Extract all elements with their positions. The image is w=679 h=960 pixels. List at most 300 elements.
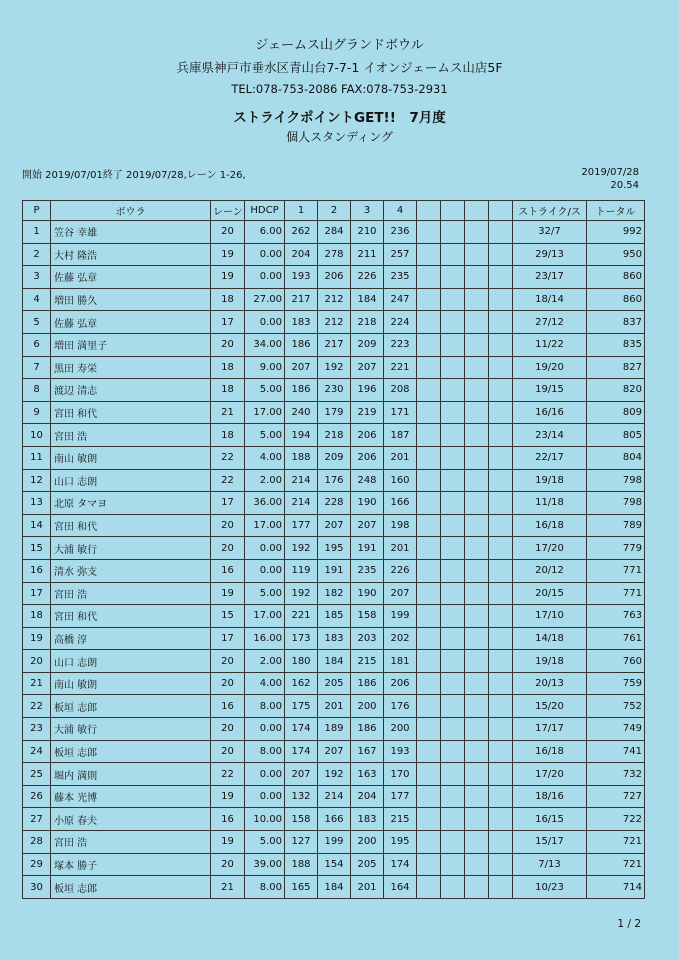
empty-cell [489,492,513,515]
col-header-empty [441,201,465,221]
bowler-name-cell: 黒田 寿栄 [51,356,211,379]
game4-cell: 224 [384,311,417,334]
empty-cell [441,785,465,808]
bowler-name-cell: 佐藤 弘章 [51,266,211,289]
lane-cell: 22 [211,446,245,469]
empty-cell [417,446,441,469]
col-header-game4: 4 [384,201,417,221]
empty-cell [417,469,441,492]
game1-cell: 214 [285,492,318,515]
bowler-name-cell: 笠谷 幸雄 [51,221,211,244]
game3-cell: 191 [351,537,384,560]
empty-cell [441,424,465,447]
empty-cell [465,650,489,673]
bowler-name-cell: 宮田 浩 [51,424,211,447]
lane-cell: 20 [211,221,245,244]
lane-cell: 22 [211,763,245,786]
bowler-name-cell: 藤本 光博 [51,785,211,808]
lane-cell: 18 [211,356,245,379]
table-row [23,718,645,741]
center-name: ジェームス山グランドボウル [255,38,424,53]
bowler-name-cell: 宮田 和代 [51,401,211,424]
empty-cell [417,763,441,786]
table-row [23,401,645,424]
game1-cell: 158 [285,808,318,831]
col-header-game3: 3 [351,201,384,221]
empty-cell [489,627,513,650]
game2-cell: 199 [318,831,351,854]
empty-cell [465,221,489,244]
strikes-cell: 29/13 [513,243,587,266]
strikes-cell: 14/18 [513,627,587,650]
empty-cell [489,469,513,492]
print-date: 2019/07/28 [581,167,639,178]
position-cell: 30 [23,876,51,899]
position-cell: 7 [23,356,51,379]
hdcp-cell: 9.00 [245,356,285,379]
hdcp-cell: 4.00 [245,446,285,469]
game3-cell: 207 [351,356,384,379]
strikes-cell: 16/18 [513,514,587,537]
total-cell: 798 [587,492,645,515]
game3-cell: 206 [351,446,384,469]
strikes-cell: 17/20 [513,537,587,560]
game1-cell: 207 [285,356,318,379]
hdcp-cell: 27.00 [245,288,285,311]
game2-cell: 230 [318,379,351,402]
table-row [23,763,645,786]
empty-cell [417,243,441,266]
empty-cell [417,605,441,628]
strikes-cell: 23/17 [513,266,587,289]
game1-cell: 240 [285,401,318,424]
game2-cell: 218 [318,424,351,447]
game4-cell: 170 [384,763,417,786]
lane-cell: 19 [211,266,245,289]
game1-cell: 217 [285,288,318,311]
total-cell: 835 [587,333,645,356]
game4-cell: 208 [384,379,417,402]
table-row [23,333,645,356]
empty-cell [417,537,441,560]
table-row [23,605,645,628]
game2-cell: 189 [318,718,351,741]
game2-cell: 154 [318,853,351,876]
game1-cell: 183 [285,311,318,334]
empty-cell [465,401,489,424]
lane-cell: 20 [211,333,245,356]
game2-cell: 212 [318,311,351,334]
lane-cell: 18 [211,424,245,447]
game2-cell: 192 [318,356,351,379]
hdcp-cell: 0.00 [245,537,285,560]
empty-cell [489,514,513,537]
total-cell: 759 [587,672,645,695]
lane-cell: 20 [211,740,245,763]
table-row [23,627,645,650]
hdcp-cell: 39.00 [245,853,285,876]
game4-cell: 171 [384,401,417,424]
game3-cell: 215 [351,650,384,673]
table-row [23,831,645,854]
bowler-name-cell: 小原 春夫 [51,808,211,831]
empty-cell [489,401,513,424]
game2-cell: 284 [318,221,351,244]
bowler-name-cell: 渡辺 清志 [51,379,211,402]
game1-cell: 221 [285,605,318,628]
empty-cell [465,469,489,492]
table-row [23,876,645,899]
empty-cell [441,763,465,786]
game1-cell: 262 [285,221,318,244]
position-cell: 6 [23,333,51,356]
empty-cell [465,831,489,854]
table-row [23,266,645,289]
lane-cell: 18 [211,288,245,311]
game1-cell: 186 [285,379,318,402]
game4-cell: 215 [384,808,417,831]
game1-cell: 173 [285,627,318,650]
empty-cell [489,763,513,786]
empty-cell [441,469,465,492]
bowler-name-cell: 板垣 志郎 [51,740,211,763]
table-row [23,492,645,515]
empty-cell [489,379,513,402]
empty-cell [417,333,441,356]
position-cell: 18 [23,605,51,628]
bowler-name-cell: 宮田 和代 [51,605,211,628]
table-row [23,243,645,266]
strikes-cell: 20/12 [513,559,587,582]
empty-cell [417,808,441,831]
hdcp-cell: 0.00 [245,559,285,582]
empty-cell [441,627,465,650]
empty-cell [441,853,465,876]
strikes-cell: 20/13 [513,672,587,695]
bowler-name-cell: 南山 敏朗 [51,672,211,695]
empty-cell [465,356,489,379]
strikes-cell: 17/17 [513,718,587,741]
lane-cell: 21 [211,876,245,899]
strikes-cell: 20/15 [513,582,587,605]
total-cell: 721 [587,831,645,854]
empty-cell [465,605,489,628]
position-cell: 5 [23,311,51,334]
hdcp-cell: 34.00 [245,333,285,356]
lane-cell: 16 [211,695,245,718]
empty-cell [441,695,465,718]
strikes-cell: 10/23 [513,876,587,899]
position-cell: 4 [23,288,51,311]
empty-cell [465,672,489,695]
lane-cell: 17 [211,311,245,334]
event-title: ストライクポイントGET!! 7月度 [233,110,446,126]
strikes-cell: 17/20 [513,763,587,786]
total-cell: 722 [587,808,645,831]
strikes-cell: 19/18 [513,469,587,492]
empty-cell [489,853,513,876]
total-cell: 741 [587,740,645,763]
bowler-name-cell: 南山 敏朗 [51,446,211,469]
lane-cell: 16 [211,559,245,582]
bowler-name-cell: 増田 満里子 [51,333,211,356]
total-cell: 732 [587,763,645,786]
game3-cell: 201 [351,876,384,899]
empty-cell [417,672,441,695]
empty-cell [417,379,441,402]
empty-cell [465,785,489,808]
total-cell: 771 [587,582,645,605]
game3-cell: 235 [351,559,384,582]
game2-cell: 214 [318,785,351,808]
game2-cell: 217 [318,333,351,356]
total-cell: 860 [587,288,645,311]
game2-cell: 205 [318,672,351,695]
total-cell: 789 [587,514,645,537]
game1-cell: 119 [285,559,318,582]
lane-cell: 17 [211,627,245,650]
empty-cell [417,514,441,537]
bowler-name-cell: 宮田 浩 [51,831,211,854]
position-cell: 19 [23,627,51,650]
position-cell: 28 [23,831,51,854]
table-row [23,559,645,582]
empty-cell [489,243,513,266]
game4-cell: 195 [384,831,417,854]
empty-cell [465,718,489,741]
empty-cell [417,582,441,605]
strikes-cell: 11/22 [513,333,587,356]
hdcp-cell: 5.00 [245,582,285,605]
empty-cell [441,650,465,673]
position-cell: 17 [23,582,51,605]
game1-cell: 207 [285,763,318,786]
hdcp-cell: 17.00 [245,514,285,537]
empty-cell [441,876,465,899]
empty-cell [441,401,465,424]
col-header-hdcp: HDCP [245,201,285,221]
position-cell: 13 [23,492,51,515]
game1-cell: 186 [285,333,318,356]
game2-cell: 184 [318,650,351,673]
lane-cell: 19 [211,582,245,605]
lane-cell: 17 [211,492,245,515]
table-row [23,650,645,673]
total-cell: 805 [587,424,645,447]
game3-cell: 204 [351,785,384,808]
game1-cell: 174 [285,718,318,741]
empty-cell [489,446,513,469]
empty-cell [465,740,489,763]
bowler-name-cell: 板垣 志郎 [51,876,211,899]
total-cell: 804 [587,446,645,469]
empty-cell [489,605,513,628]
empty-cell [441,582,465,605]
table-row [23,311,645,334]
empty-cell [417,559,441,582]
game4-cell: 198 [384,514,417,537]
page-number: 1 / 2 [617,918,641,930]
bowler-name-cell: 大浦 敏行 [51,718,211,741]
lane-cell: 20 [211,514,245,537]
table-row [23,356,645,379]
col-header-lane: レーン [211,201,245,221]
position-cell: 27 [23,808,51,831]
table-row [23,740,645,763]
game3-cell: 186 [351,672,384,695]
empty-cell [441,718,465,741]
empty-cell [441,831,465,854]
position-cell: 24 [23,740,51,763]
strikes-cell: 15/20 [513,695,587,718]
total-cell: 950 [587,243,645,266]
lane-cell: 19 [211,831,245,854]
empty-cell [417,311,441,334]
hdcp-cell: 2.00 [245,469,285,492]
lane-cell: 20 [211,650,245,673]
game3-cell: 163 [351,763,384,786]
game3-cell: 248 [351,469,384,492]
total-cell: 727 [587,785,645,808]
bowler-name-cell: 北原 タマヨ [51,492,211,515]
empty-cell [465,243,489,266]
game1-cell: 180 [285,650,318,673]
position-cell: 29 [23,853,51,876]
empty-cell [489,672,513,695]
position-cell: 14 [23,514,51,537]
table-row [23,446,645,469]
position-cell: 8 [23,379,51,402]
empty-cell [489,537,513,560]
total-cell: 760 [587,650,645,673]
game1-cell: 193 [285,266,318,289]
empty-cell [441,740,465,763]
table-row [23,672,645,695]
lane-cell: 16 [211,808,245,831]
game3-cell: 203 [351,627,384,650]
center-contact: TEL:078-753-2086 FAX:078-753-2931 [231,82,448,96]
empty-cell [417,266,441,289]
game3-cell: 200 [351,831,384,854]
game4-cell: 226 [384,559,417,582]
lane-cell: 19 [211,785,245,808]
hdcp-cell: 0.00 [245,718,285,741]
empty-cell [489,831,513,854]
empty-cell [417,356,441,379]
strikes-cell: 19/15 [513,379,587,402]
hdcp-cell: 5.00 [245,379,285,402]
empty-cell [417,876,441,899]
empty-cell [441,356,465,379]
total-cell: 798 [587,469,645,492]
empty-cell [417,718,441,741]
total-cell: 779 [587,537,645,560]
total-cell: 827 [587,356,645,379]
game4-cell: 200 [384,718,417,741]
game4-cell: 177 [384,785,417,808]
hdcp-cell: 8.00 [245,695,285,718]
game4-cell: 202 [384,627,417,650]
game1-cell: 188 [285,853,318,876]
game1-cell: 132 [285,785,318,808]
game2-cell: 192 [318,763,351,786]
empty-cell [465,424,489,447]
game2-cell: 182 [318,582,351,605]
empty-cell [465,537,489,560]
game2-cell: 212 [318,288,351,311]
game3-cell: 209 [351,333,384,356]
empty-cell [465,379,489,402]
strikes-cell: 32/7 [513,221,587,244]
total-cell: 752 [587,695,645,718]
empty-cell [489,740,513,763]
total-cell: 820 [587,379,645,402]
empty-cell [441,537,465,560]
game3-cell: 200 [351,695,384,718]
empty-cell [441,311,465,334]
game1-cell: 188 [285,446,318,469]
empty-cell [417,492,441,515]
game3-cell: 211 [351,243,384,266]
lane-cell: 21 [211,401,245,424]
table-row [23,582,645,605]
empty-cell [465,853,489,876]
hdcp-cell: 0.00 [245,763,285,786]
empty-cell [489,288,513,311]
bowler-name-cell: 高橋 淳 [51,627,211,650]
bowler-name-cell: 堀内 満則 [51,763,211,786]
col-header-game1: 1 [285,201,318,221]
empty-cell [465,446,489,469]
total-cell: 837 [587,311,645,334]
game2-cell: 166 [318,808,351,831]
bowler-name-cell: 大浦 敏行 [51,537,211,560]
game4-cell: 187 [384,424,417,447]
table-row [23,379,645,402]
game3-cell: 183 [351,808,384,831]
game3-cell: 196 [351,379,384,402]
empty-cell [417,831,441,854]
lane-cell: 19 [211,243,245,266]
strikes-cell: 17/10 [513,605,587,628]
empty-cell [441,266,465,289]
strikes-cell: 16/15 [513,808,587,831]
game4-cell: 236 [384,221,417,244]
empty-cell [417,288,441,311]
hdcp-cell: 36.00 [245,492,285,515]
lane-cell: 20 [211,672,245,695]
empty-cell [489,356,513,379]
empty-cell [441,808,465,831]
game4-cell: 166 [384,492,417,515]
empty-cell [465,311,489,334]
center-address: 兵庫県神戸市垂水区青山台7-7-1 イオンジェームス山店5F [176,60,503,75]
game3-cell: 167 [351,740,384,763]
empty-cell [489,333,513,356]
game2-cell: 207 [318,514,351,537]
lane-cell: 20 [211,537,245,560]
game1-cell: 162 [285,672,318,695]
empty-cell [441,288,465,311]
empty-cell [417,695,441,718]
position-cell: 21 [23,672,51,695]
game2-cell: 195 [318,537,351,560]
empty-cell [489,424,513,447]
empty-cell [489,650,513,673]
empty-cell [441,221,465,244]
strikes-cell: 19/20 [513,356,587,379]
total-cell: 714 [587,876,645,899]
